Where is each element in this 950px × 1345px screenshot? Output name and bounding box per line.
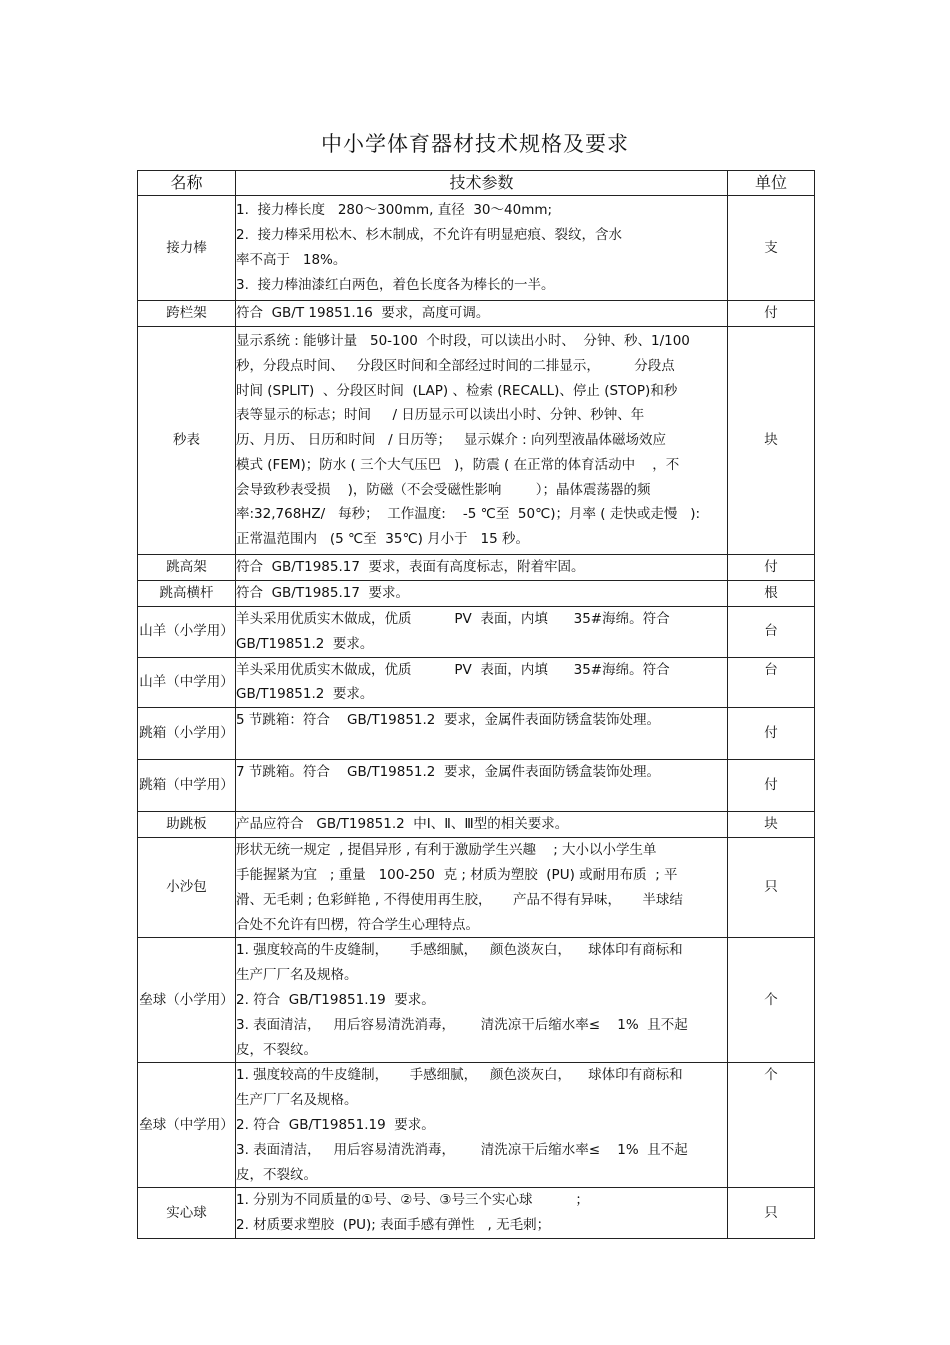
- row-unit: 付: [728, 760, 815, 812]
- row-parameters: [236, 581, 728, 607]
- parameter-line: 3. 表面清洁， 用后容易清洗消毒， 清洗凉干后缩水率≤ 1% 且不起: [236, 1141, 688, 1158]
- row-unit: 块: [728, 812, 815, 838]
- row-unit: 块: [728, 327, 815, 555]
- parameter-line: 合处不允许有凹楞，符合学生心理特点。: [236, 916, 479, 933]
- spec-table: [137, 170, 815, 1239]
- row-name: 实心球: [138, 1188, 236, 1239]
- table-row: [138, 301, 815, 327]
- document-title: 中小学体育器材技术规格及要求: [321, 132, 629, 156]
- row-unit: 只: [728, 1188, 815, 1239]
- row-name: 跳高架: [138, 555, 236, 581]
- row-parameters: [236, 196, 728, 301]
- parameter-line: 5 节跳箱：符合 GB/T19851.2 要求，金属件表面防锈盒装饰处理。: [236, 712, 660, 729]
- parameter-line: 2. 符合 GB/T19851.19 要求。: [236, 991, 435, 1008]
- table-row: [138, 708, 815, 760]
- row-parameters: [236, 838, 728, 938]
- parameter-line: 皮，不裂纹。: [236, 1041, 317, 1058]
- table-body: [138, 196, 815, 1239]
- row-name: 助跳板: [138, 812, 236, 838]
- table-row: [138, 555, 815, 581]
- parameter-line: 生产厂厂名及规格。: [236, 967, 358, 984]
- table-row: [138, 760, 815, 812]
- parameter-line: 正常温范围内 (5 ℃至 35℃) 月小于 15 秒。: [236, 531, 530, 548]
- parameter-line: 2. 接力棒采用松木、杉木制成，不允许有明显疤痕、裂纹，含水: [236, 227, 622, 244]
- parameter-line: GB/T19851.2 要求。: [236, 686, 374, 703]
- row-unit: 个: [728, 938, 815, 1063]
- parameter-line: 7 节跳箱。符合 GB/T19851.2 要求，金属件表面防锈盒装饰处理。: [236, 764, 660, 781]
- row-parameters: [236, 327, 728, 555]
- parameter-line: 形状无统一规定 , 提倡异形 , 有利于激励学生兴趣 ; 大小以小学生单: [236, 842, 657, 859]
- row-parameters: [236, 812, 728, 838]
- row-name: 接力棒: [138, 196, 236, 301]
- header-name: 名称: [138, 171, 236, 196]
- parameter-line: 2. 符合 GB/T19851.19 要求。: [236, 1116, 435, 1133]
- parameter-line: 会导致秒表受损 )，防磁（不会受磁性影响 ）；晶体震荡器的频: [236, 481, 651, 498]
- parameter-line: 产品应符合 GB/T19851.2 中Ⅰ、Ⅱ、Ⅲ型的相关要求。: [236, 816, 569, 833]
- parameter-line: 1. 强度较高的牛皮缝制， 手感细腻， 颜色淡灰白， 球体印有商标和: [236, 942, 683, 959]
- row-parameters: [236, 1188, 728, 1239]
- row-unit: 支: [728, 196, 815, 301]
- row-name: 跳高横杆: [138, 581, 236, 607]
- row-name: 跳箱（小学用）: [138, 708, 236, 760]
- parameter-line: 率不高于 18%。: [236, 252, 347, 268]
- table-row: [138, 607, 815, 658]
- row-parameters: [236, 708, 728, 760]
- parameter-line: 1. 分别为不同质量的①号、②号、③号三个实心球 ；: [236, 1192, 589, 1209]
- parameter-line: 率:32,768HZ/ 每秒； 工作温度: -5 ℃至 50℃)；月率 ( 走快或走慢 ):: [236, 506, 701, 523]
- table-row: [138, 327, 815, 555]
- table-row: [138, 1063, 815, 1188]
- parameter-line: 滑、无毛刺 ; 色彩鲜艳 , 不得使用再生胶， 产品不得有异味， 半球结: [236, 891, 683, 908]
- parameter-line: 符合 GB/T1985.17 要求。: [236, 585, 410, 602]
- row-parameters: [236, 760, 728, 812]
- parameter-line: 2. 材质要求塑胶 (PU); 表面手感有弹性 , 无毛刺；: [236, 1217, 551, 1234]
- parameter-line: 皮，不裂纹。: [236, 1166, 317, 1183]
- parameter-line: 显示系统 : 能够计量 50-100 个时段，可以读出小时、 分钟、秒、1/100: [236, 332, 690, 349]
- table-row: [138, 812, 815, 838]
- parameter-line: 模式 (FEM)；防水 ( 三个大气压巴 )，防震 ( 在正常的体育活动中 ，不: [236, 456, 680, 473]
- row-unit: 付: [728, 555, 815, 581]
- table-header-row: [138, 171, 815, 196]
- parameter-line: 历、月历、 日历和时间 / 日历等； 显示媒介 : 向列型液晶体磁场效应: [236, 432, 667, 449]
- row-parameters: [236, 301, 728, 327]
- parameter-line: 羊头采用优质实木做成，优质 PV 表面，内填 35#海绵。符合: [236, 661, 670, 678]
- parameter-line: 符合 GB/T1985.17 要求，表面有高度标志，附着牢固。: [236, 559, 585, 576]
- row-unit: 台: [728, 657, 815, 708]
- table-row: [138, 657, 815, 708]
- table-row: [138, 838, 815, 938]
- row-unit: 付: [728, 301, 815, 327]
- row-unit: 根: [728, 581, 815, 607]
- parameter-line: GB/T19851.2 要求。: [236, 635, 374, 652]
- parameter-line: 生产厂厂名及规格。: [236, 1092, 358, 1109]
- parameter-line: 1. 接力棒长度 280～300mm, 直径 30～40mm;: [236, 202, 553, 219]
- parameter-line: 羊头采用优质实木做成，优质 PV 表面，内填 35#海绵。符合: [236, 611, 670, 627]
- table-row: [138, 938, 815, 1063]
- row-unit: 付: [728, 708, 815, 760]
- row-parameters: [236, 555, 728, 581]
- row-name: 跳箱（中学用）: [138, 760, 236, 812]
- row-name: 小沙包: [138, 838, 236, 938]
- row-name: 山羊（中学用）: [138, 657, 236, 708]
- parameter-line: 3. 接力棒油漆红白两色，着色长度各为棒长的一半。: [236, 276, 555, 293]
- row-name: 跨栏架: [138, 301, 236, 327]
- header-unit: 单位: [728, 171, 815, 196]
- parameter-line: 表等显示的标志；时间 / 日历显示可以读出小时、分钟、秒钟、年: [236, 407, 645, 424]
- row-parameters: [236, 938, 728, 1063]
- row-name: 垒球（中学用）: [138, 1063, 236, 1188]
- table-row: [138, 196, 815, 301]
- parameter-line: 时间 (SPLIT) 、分段区时间 (LAP) 、检索 (RECALL)、停止 (STOP)和秒: [236, 382, 678, 399]
- row-parameters: [236, 607, 728, 658]
- parameter-line: 1. 强度较高的牛皮缝制， 手感细腻， 颜色淡灰白， 球体印有商标和: [236, 1067, 683, 1084]
- row-name: 垒球（小学用）: [138, 938, 236, 1063]
- parameter-line: 手能握紧为宜 ; 重量 100-250 克 ; 材质为塑胶 (PU) 或耐用布质 ; 平: [236, 866, 678, 883]
- row-unit: 只: [728, 838, 815, 938]
- row-unit: 个: [728, 1063, 815, 1188]
- row-parameters: [236, 1063, 728, 1188]
- row-unit: 台: [728, 607, 815, 658]
- table-row: [138, 581, 815, 607]
- table-row: [138, 1188, 815, 1239]
- header-param: 技术参数: [236, 171, 728, 196]
- row-name: 秒表: [138, 327, 236, 555]
- row-name: 山羊（小学用）: [138, 607, 236, 658]
- row-parameters: [236, 657, 728, 708]
- parameter-line: 符合 GB/T 19851.16 要求，高度可调。: [236, 305, 490, 322]
- parameter-line: 3. 表面清洁， 用后容易清洗消毒， 清洗凉干后缩水率≤ 1% 且不起: [236, 1016, 688, 1033]
- parameter-line: 秒，分段点时间、 分段区时间和全部经过时间的二排显示， 分段点: [236, 357, 675, 374]
